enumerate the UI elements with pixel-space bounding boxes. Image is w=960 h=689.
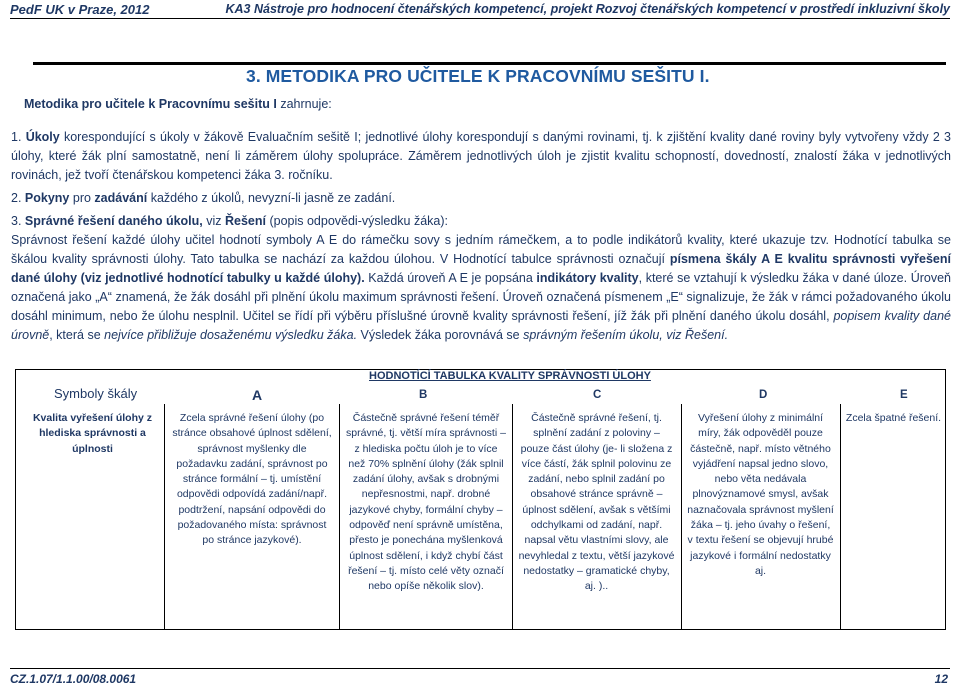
para3-t4: Každá úroveň A E je popsána: [364, 271, 537, 285]
para2-rest: každého z úkolů, nevyzní-li jasně ze zadání.: [147, 191, 396, 205]
col-divider: [512, 404, 513, 629]
page-number: 12: [934, 672, 948, 686]
para3-bold1: Správné řešení daného úkolu,: [24, 214, 203, 228]
para3-ital2: nejvíce přibližuje dosaženému výsledku žáka.: [104, 328, 358, 342]
para3-t2: (popis odpovědi-výsledku žáka):: [265, 214, 449, 228]
para1-num: 1.: [11, 130, 22, 144]
paragraph-1: [11, 128, 951, 185]
col-divider: [164, 404, 165, 629]
para1-text: korespondující s úkoly v žákově Evaluačním sešitě I; jednotlivé úlohy korespondují s danými rovinami, tj. k zjištění kvality dané roviny byly vytvořeny vždy 2 3 úlohy, které žák plní samostatně, není li záměrem úlohy spolupráce. Záměrem jednotlivých úloh je zjistit kvalitu schopností, dovedností, znalostí žáka v jednotlivých rovinách, jež tvoří čtenářskou kompetenci žáka 3. ročníku.: [11, 130, 951, 182]
col-divider: [339, 404, 340, 629]
para3-t6: , která se: [49, 328, 105, 342]
cell-b: Částečně správné řešení téměř správné, tj. větší míra správnosti – z hlediska počtu úloh je to více než 70% splnění úlohy (žák splnil zadání úlohy, avšak s drobnými nepřesnostmi, např. drobné jazykové chyby, formální chyby – odpověď není správně umístěna, přesto je ponechána myšlenková úplnost sdělení, i když chybí část řešení – tj. místo celé věty označí nebo opíše několik slov).: [346, 412, 506, 593]
para2-bold2: zadávání: [94, 191, 148, 205]
cell-c: Částečně správné řešení, tj. splnění zadání z poloviny – pouze část úlohy (je- li složena z více částí, žák splnil polovinu ze zadání, nebo splnil zadání po obsahové stránce správně – úplnost sdělení, avšak s většími odchylkami od zadání, např. napsal větu vlastními slovy, ale nevyhledal z textu, větší jazykové nedostatky – gramatické chyby, aj. )..: [518, 412, 675, 593]
level-c-header: C: [593, 389, 602, 401]
page-header: [10, 0, 950, 20]
chapter-band: [33, 62, 946, 65]
para3-t3: Správnost řešení každé úlohy učitel hodnotí symboly A E do rámečku sovy s jedním rámečkem, a to podle indikátorů kvality, které ukazuje tzv. Hodnotící tabulka se škálou kvality správnosti úlohy. Tato tabulka se nachází za každou úlohou. V Hodnotící tabulce správnosti označují: [11, 233, 951, 266]
symbols-header: Symboly škály: [54, 386, 138, 401]
level-e-header: E: [900, 389, 908, 401]
paragraph-2: [11, 189, 951, 208]
para3-t1: viz: [202, 214, 225, 228]
level-a-header: A: [252, 387, 263, 403]
level-b-header: B: [419, 389, 428, 401]
cell-e: Zcela špatné řešení.: [845, 412, 942, 424]
para3-bold2: Řešení: [224, 214, 266, 228]
para3-num: 3.: [11, 214, 22, 228]
para2-mid: pro: [69, 191, 95, 205]
col-divider: [681, 404, 682, 629]
para2-bold1: Pokyny: [24, 191, 70, 205]
paragraph-3: [11, 212, 951, 345]
chapter-title: 3. METODIKA PRO UČITELE K PRACOVNÍMU SEŠITU I.: [246, 66, 710, 86]
footer-divider: [10, 668, 950, 669]
para3-bold3: písmena škály A E kvalitu správnosti vyřešení dané úlohy (viz jednotlivé hodnotící tabulky u každé úlohy).: [11, 252, 951, 285]
para3-t5: , které se vztahují k výsledku žáka v dané úloze. Úroveň označená jako „A“ znamená, že žák dosáhl při plnění úkolu maximum správnosti řešení. Úroveň označená písmenem „E“ signalizuje, že žák v rámci požadovaného úkolu dosáhl minimum, nebo že úlohu nesplnil. Učitel se řídí při výběru příslušné úrovně kvality správnosti řešení, jíž žák při plnění daného úkolu dosáhl,: [11, 271, 951, 323]
para3-ital3: správným řešením úkolu, viz Řešení.: [523, 328, 729, 342]
evaluation-table: [15, 369, 946, 630]
cell-d: Vyřešení úlohy z minimální míry, žák odpověděl pouze částečně, např. místo větného vyjádření napsal jedno slovo, nebo věta nedávala plnovýznamové smysl, avšak naznačovala správnost myšlení žáka – tj. jeho úvahy o řešení, v textu řešení se objevují hrubé jazykové i formální nedostatky aj.: [687, 412, 834, 577]
intro-bold: Metodika pro učitele k Pracovnímu sešitu I: [24, 97, 277, 111]
para2-num: 2.: [11, 191, 22, 205]
table-title: HODNOTÍCÍ TABULKA KVALITY SPRÁVNOSTI ÚLOHY: [369, 370, 651, 382]
col-divider: [840, 404, 841, 629]
header-divider: [10, 18, 950, 19]
header-right: KA3 Nástroje pro hodnocení čtenářských kompetencí, projekt Rozvoj čtenářských kompetencí v prostředí inkluzivní školy: [225, 2, 950, 16]
footer-left: CZ.1.07/1.1.00/08.0061: [10, 672, 137, 686]
row-label: Kvalita vyřešení úlohy z hlediska správnosti a úplnosti: [32, 412, 153, 455]
cell-a: Zcela správné řešení úlohy (po stránce obsahové úplnost sdělení, správnost myšlenky dle požadavku zadání, správnost po stránce formální – tj. umístění odpovědi odpovídá zadání/např. podtržení, napsání odpovědi do požadovaného místa: správnost po stránce jazykové).: [172, 412, 332, 547]
intro-line: [24, 97, 332, 111]
para3-ital1: popisem kvality dané úrovně: [11, 309, 951, 342]
para1-bold: Úkoly: [25, 130, 60, 144]
para3-t7: Výsledek žáka porovnává se: [357, 328, 524, 342]
level-d-header: D: [759, 389, 768, 401]
header-left: PedF UK v Praze, 2012: [10, 2, 150, 17]
intro-rest: zahrnuje:: [276, 97, 332, 111]
para3-bold4: indikátory kvality: [536, 271, 639, 285]
